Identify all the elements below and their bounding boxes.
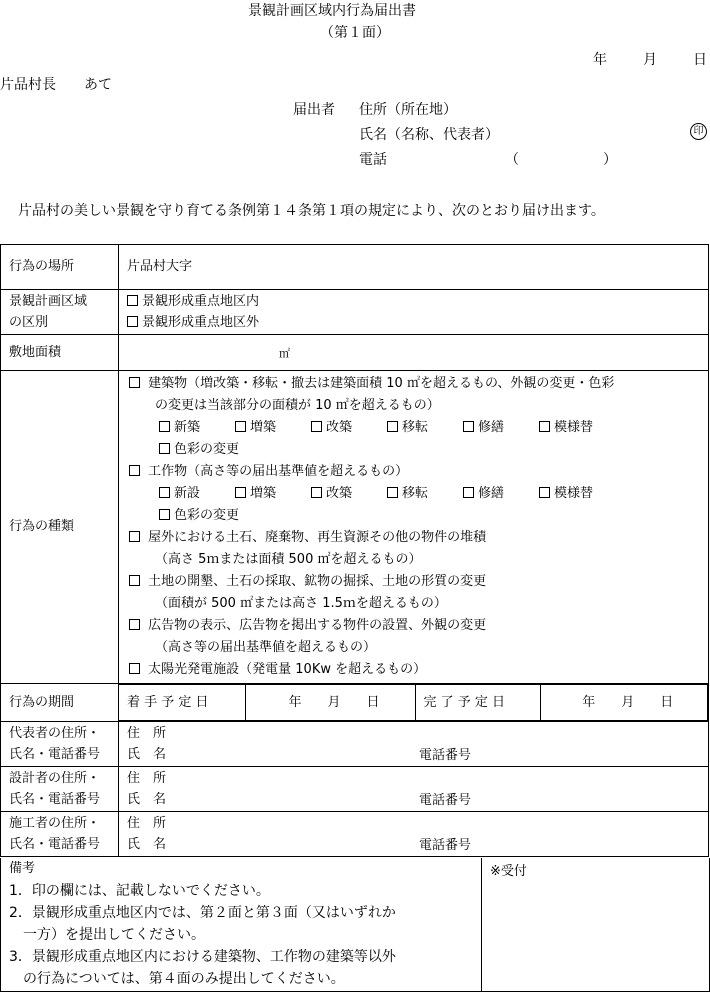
zone-option-inside: 景観形成重点地区内 (142, 294, 260, 309)
kind-land: 土地の開墾、土石の採取、鉱物の掘採、土地の形質の変更 (148, 574, 487, 589)
notifier-label: 届出者 (293, 102, 335, 118)
page-label: （第１面） (320, 25, 390, 41)
checkbox-icon[interactable] (463, 421, 474, 432)
checkbox-icon[interactable] (159, 487, 170, 498)
note-2: 2．景観形成重点地区内では、第２面と第３面（又はいずれか (9, 905, 396, 921)
kind-advert: 広告物の表示、広告物を掲出する物件の設置、外観の変更 (148, 618, 487, 633)
intro-text: 片品村の美しい景観を守り育てる条例第１４条第１項の規定により、次のとおり届け出ます。 (18, 203, 605, 219)
date-year: 年 (593, 52, 607, 68)
phone-paren: （ ） (505, 152, 617, 168)
date-day: 日 (693, 52, 707, 68)
location-label: 行為の場所 (1, 245, 119, 290)
area-field[interactable] (119, 335, 709, 371)
note-1: 1．印の欄には、記載しないでください。 (9, 883, 270, 899)
checkbox-icon[interactable] (129, 575, 140, 586)
note-3: 3．景観形成重点地区内における建築物、工作物の建築等以外 (9, 949, 396, 965)
checkbox-icon[interactable] (235, 487, 246, 498)
notification-form (0, 244, 709, 857)
checkbox-icon[interactable] (129, 465, 140, 476)
designer-label: 設計者の住所・ 氏名・電話番号 (1, 767, 119, 812)
reception-box (481, 858, 710, 992)
date-month: 月 (643, 52, 657, 68)
representative-field[interactable]: 住 所 氏 名 電話番号 (119, 722, 709, 767)
checkbox-icon[interactable] (127, 295, 138, 306)
start-date-field[interactable]: 年 月 日 (245, 685, 415, 721)
name-label: 氏名（名称、代表者） (359, 127, 499, 143)
kind-label: 行為の種類 (1, 371, 119, 684)
notes-box: 備考 1．印の欄には、記載しないでください。 2．景観形成重点地区内では、第２面と第３面（又はいずれか 一方）を提出してください。 3．景観形成重点地区内における建築物、工作物の建築等以外 の行為については、第４面のみ提出してください。 (0, 858, 482, 992)
area-unit: ㎡ (279, 347, 290, 360)
structure-suboptions[interactable]: 新設 増築 改築 移転 修繕 模様替 (129, 483, 708, 505)
checkbox-icon[interactable] (129, 663, 140, 674)
representative-label: 代表者の住所・ 氏名・電話番号 (1, 722, 119, 767)
period-label: 行為の期間 (1, 684, 119, 722)
checkbox-icon[interactable] (539, 487, 550, 498)
checkbox-icon[interactable] (387, 487, 398, 498)
zone-option-outside: 景観形成重点地区外 (142, 315, 260, 330)
zone-label: 景観計画区域 の区別 (1, 290, 119, 335)
checkbox-icon[interactable] (159, 443, 170, 454)
phone-label: 電話 (359, 152, 387, 168)
kind-storage: 屋外における土石、廃棄物、再生資源その他の物件の堆積 (148, 530, 487, 545)
area-label: 敷地面積 (1, 335, 119, 371)
checkbox-icon[interactable] (159, 509, 170, 520)
reception-label: ※受付 (490, 864, 527, 879)
end-label: 完 了 予 定 日 (415, 685, 540, 721)
address-label: 住所（所在地） (359, 102, 457, 118)
checkbox-icon[interactable] (159, 421, 170, 432)
designer-field[interactable]: 住 所 氏 名 電話番号 (119, 767, 709, 812)
checkbox-icon[interactable] (129, 619, 140, 630)
end-date-field[interactable]: 年 月 日 (540, 685, 708, 721)
location-field[interactable]: 片品村大字 (119, 245, 709, 290)
checkbox-icon[interactable] (463, 487, 474, 498)
addressee: 片品村長 あて (0, 77, 112, 93)
checkbox-icon[interactable] (311, 421, 322, 432)
checkbox-icon[interactable] (235, 421, 246, 432)
start-label: 着 手 予 定 日 (119, 685, 245, 721)
contractor-label: 施工者の住所・ 氏名・電話番号 (1, 812, 119, 857)
building-suboptions[interactable]: 新築 増築 改築 移転 修繕 模様替 (129, 417, 708, 439)
kind-building: 建築物（増改築・移転・撤去は建築面積 10 ㎡を超えるもの、外観の変更・色彩 (148, 376, 615, 391)
zone-options[interactable] (119, 290, 709, 335)
period-cell (119, 684, 709, 722)
checkbox-icon[interactable] (127, 316, 138, 327)
checkbox-icon[interactable] (539, 421, 550, 432)
kind-structure: 工作物（高さ等の届出基準値を超えるもの） (148, 464, 409, 479)
checkbox-icon[interactable] (129, 377, 140, 388)
kind-options[interactable]: 建築物（増改築・移転・撤去は建築面積 10 ㎡を超えるもの、外観の変更・色彩 の変更は当該部分の面積が 10 ㎡を超えるもの） 新築 増築 改築 移転 修繕 模様替 色彩の変更 工作物（高さ等の届出基準値を超えるもの） 新設 増築 改築 移転 修繕 模様替 色彩の変更 屋外における土石、廃棄物、再生資源その他の物件の堆積 （高さ 5ｍまたは面積 500 ㎡を超えるもの） 土地の開墾、土石の採取、鉱物の掘採、土地の形質の変更 （面積が 500 ㎡または高さ 1.5ｍを超えるもの） 広告物の表示、広告物を掲出する物件の設置、外観の変更 （高さ等の届出基準値を超えるもの） 太陽光発電施設（発電量 10Kw を超えるもの） (119, 371, 709, 684)
checkbox-icon[interactable] (129, 531, 140, 542)
seal-mark: 印 (690, 123, 707, 140)
notes-title: 備考 (9, 861, 36, 876)
checkbox-icon[interactable] (311, 487, 322, 498)
kind-solar: 太陽光発電施設（発電量 10Kw を超えるもの） (148, 662, 427, 677)
document-title: 景観計画区域内行為届出書 (248, 3, 416, 19)
contractor-field[interactable]: 住 所 氏 名 電話番号 (119, 812, 709, 857)
checkbox-icon[interactable] (387, 421, 398, 432)
